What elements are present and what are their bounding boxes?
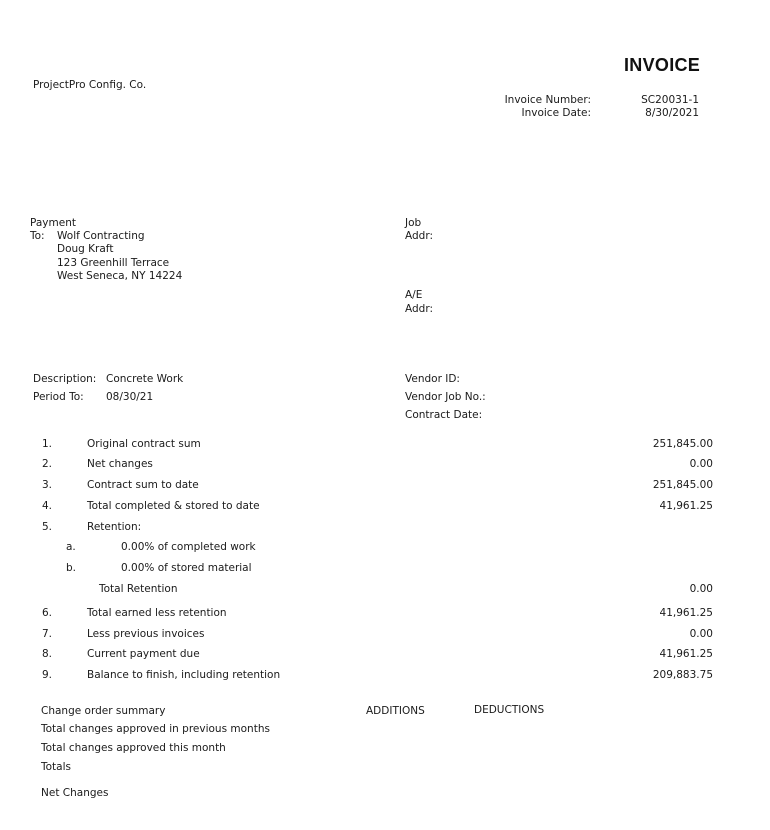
line-label: Retention:: [87, 521, 142, 533]
line-number: 8.: [42, 648, 53, 660]
invoice-number: SC20031-1: [641, 94, 699, 106]
payee-name: Wolf Contracting: [57, 230, 145, 242]
line-label: Total Retention: [99, 583, 178, 595]
change-order-row: Total changes approved this month: [41, 742, 226, 754]
payee-contact: Doug Kraft: [57, 243, 114, 255]
job-addr-label: Addr:: [405, 230, 433, 242]
change-order-title: Change order summary: [41, 705, 166, 717]
ae-label: A/E: [405, 289, 423, 301]
line-number: 4.: [42, 500, 53, 512]
line-amount: 0.00: [689, 628, 713, 640]
line-amount: 251,845.00: [652, 479, 713, 491]
line-amount: 209,883.75: [652, 669, 713, 681]
line-number: b.: [66, 562, 77, 574]
invoice-number-label: Invoice Number:: [504, 94, 591, 106]
payment-to-label: To:: [30, 230, 45, 242]
line-label: Contract sum to date: [87, 479, 199, 491]
line-label: Original contract sum: [87, 438, 201, 450]
invoice-title: INVOICE: [624, 55, 701, 75]
vendor-job-label: Vendor Job No.:: [405, 391, 486, 403]
line-amount: 41,961.25: [659, 648, 713, 660]
invoice-date-label: Invoice Date:: [521, 107, 591, 119]
line-number: 9.: [42, 669, 53, 681]
payment-label: Payment: [30, 217, 76, 229]
description-value: Concrete Work: [106, 373, 184, 385]
company-name: ProjectPro Config. Co.: [33, 79, 147, 91]
line-number: 3.: [42, 479, 53, 491]
line-number: 1.: [42, 438, 53, 450]
line-number: 7.: [42, 628, 53, 640]
line-amount: 0.00: [689, 583, 713, 595]
change-order-row: Total changes approved in previous months: [41, 723, 270, 735]
vendor-id-label: Vendor ID:: [405, 373, 460, 385]
line-number: 2.: [42, 458, 53, 470]
line-label: Net changes: [87, 458, 153, 470]
invoice-date: 8/30/2021: [645, 107, 699, 119]
line-number: 5.: [42, 521, 53, 533]
line-label: 0.00% of stored material: [121, 562, 252, 574]
line-amount: 41,961.25: [659, 607, 713, 619]
deductions-header: DEDUCTIONS: [474, 704, 545, 716]
line-label: 0.00% of completed work: [121, 541, 256, 553]
line-amount: 41,961.25: [659, 500, 713, 512]
line-label: Total earned less retention: [87, 607, 227, 619]
period-label: Period To:: [33, 391, 84, 403]
additions-header: ADDITIONS: [366, 705, 425, 717]
payee-city: West Seneca, NY 14224: [57, 270, 183, 282]
line-label: Less previous invoices: [87, 628, 205, 640]
line-label: Balance to finish, including retention: [87, 669, 281, 681]
payee-street: 123 Greenhill Terrace: [57, 257, 170, 269]
line-amount: 0.00: [689, 458, 713, 470]
description-label: Description:: [33, 373, 97, 385]
line-label: Total completed & stored to date: [87, 500, 260, 512]
period-value: 08/30/21: [106, 391, 154, 403]
net-changes-label: Net Changes: [41, 787, 109, 799]
line-label: Current payment due: [87, 648, 200, 660]
line-number: 6.: [42, 607, 53, 619]
ae-addr-label: Addr:: [405, 303, 433, 315]
change-order-row: Totals: [41, 761, 71, 773]
job-label: Job: [405, 217, 422, 229]
contract-date-label: Contract Date:: [405, 409, 483, 421]
line-amount: 251,845.00: [652, 438, 713, 450]
line-number: a.: [66, 541, 76, 553]
